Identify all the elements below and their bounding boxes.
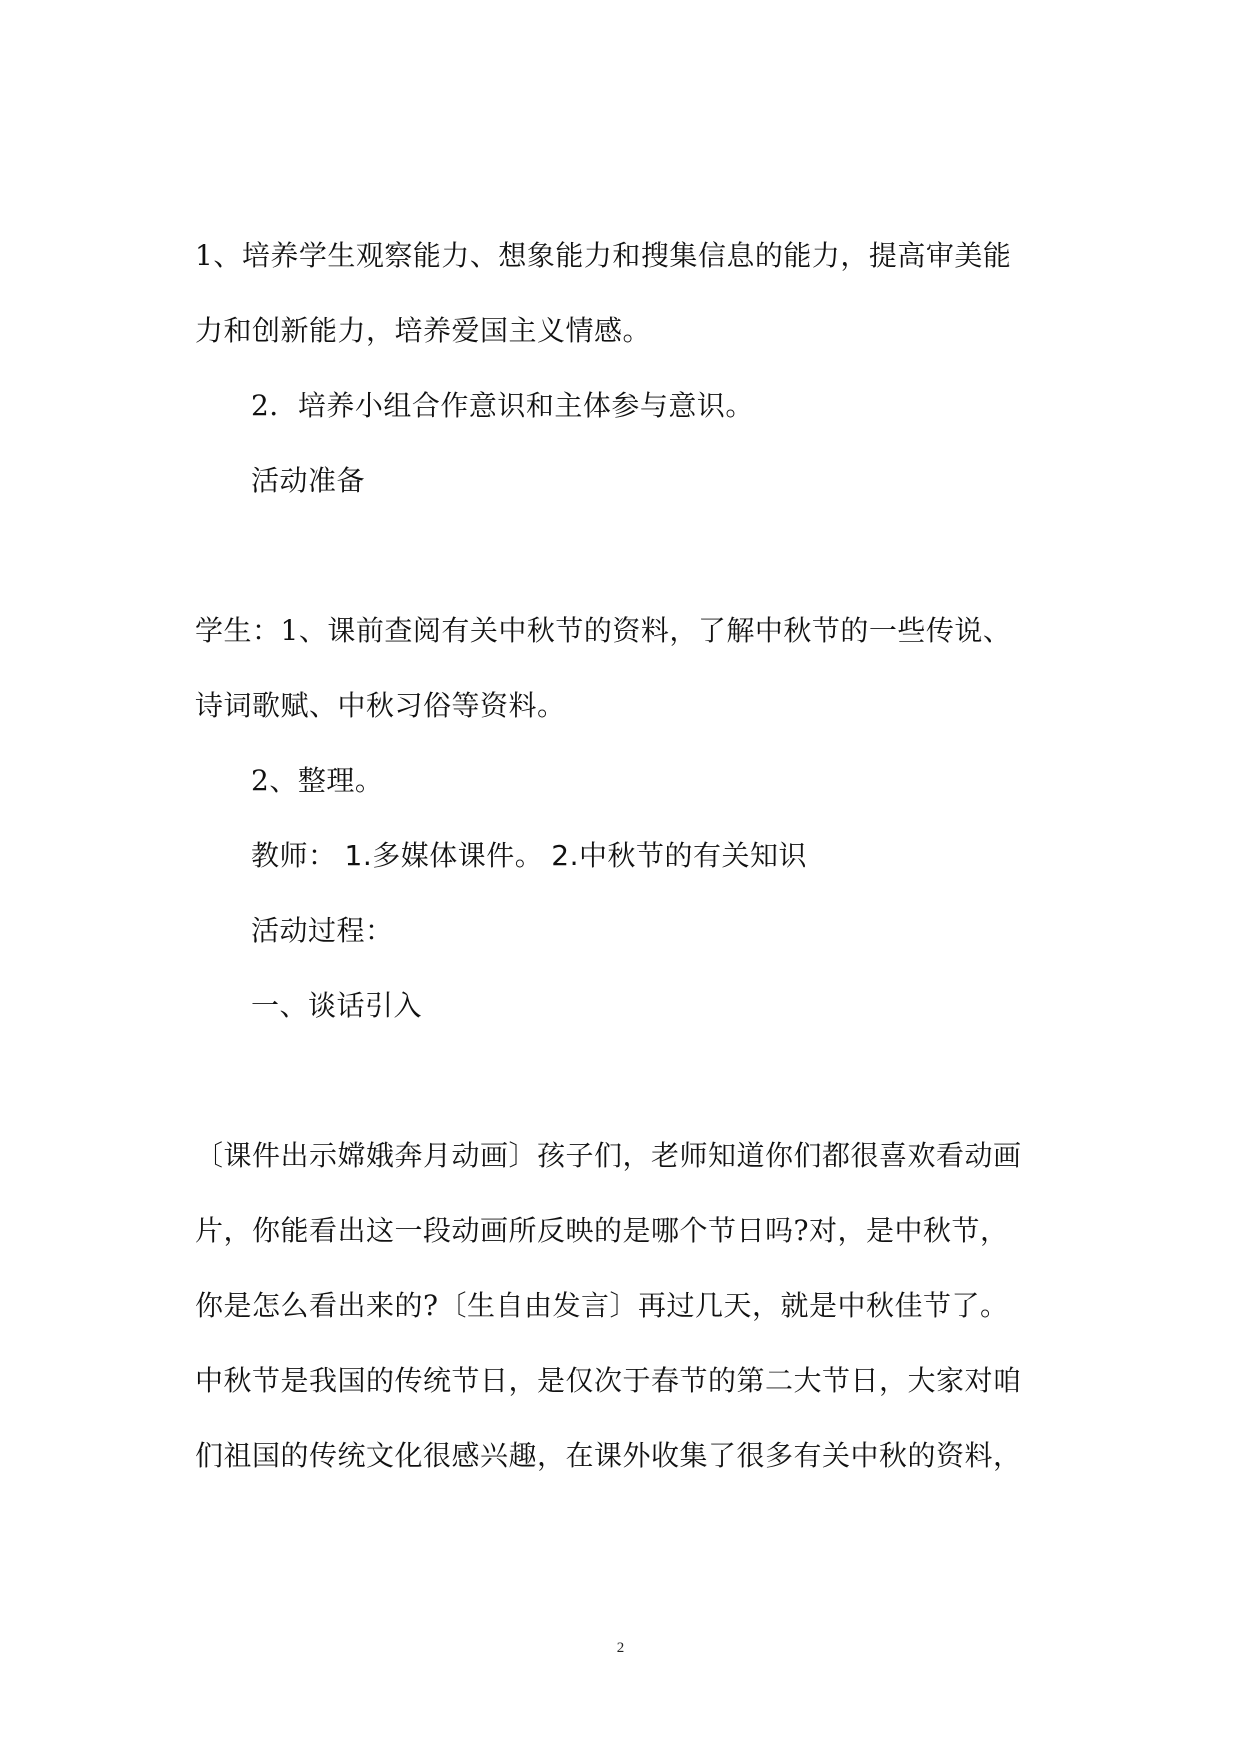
paragraph-students-line-1: 学生：1、课前查阅有关中秋节的资料，了解中秋节的一些传说、 <box>195 614 1012 647</box>
teacher-item-1-text: 多媒体课件。 <box>372 839 544 872</box>
paragraph-students-item-2: 2、整理。 <box>251 764 384 797</box>
paragraph-goal-2: 2．培养小组合作意识和主体参与意识。 <box>251 389 754 422</box>
heading-section-1: 一、谈话引入 <box>251 989 423 1022</box>
page-number: 2 <box>616 1640 625 1656</box>
teacher-item-2-number: 2. <box>551 839 579 872</box>
teacher-item-1-number: 1. <box>344 839 373 872</box>
paragraph-teacher <box>251 836 807 876</box>
paragraph-intro-line-1: 〔课件出示嫦娥奔月动画〕孩子们，老师知道你们都很喜欢看动画 <box>195 1139 1022 1172</box>
paragraph-intro-line-4: 中秋节是我国的传统节日，是仅次于春节的第二大节日，大家对咱 <box>195 1364 1022 1397</box>
paragraph-intro-line-3: 你是怎么看出来的?〔生自由发言〕再过几天，就是中秋佳节了。 <box>195 1289 1009 1322</box>
heading-activity-process: 活动过程： <box>251 914 394 947</box>
teacher-label: 教师： <box>251 839 337 872</box>
paragraph-goal-1-line-2: 力和创新能力，培养爱国主义情感。 <box>195 314 652 347</box>
paragraph-goal-1-line-1: 1、培养学生观察能力、想象能力和搜集信息的能力，提高审美能 <box>195 239 1012 272</box>
heading-activity-preparation: 活动准备 <box>251 464 366 497</box>
teacher-item-2-text: 中秋节的有关知识 <box>578 839 807 872</box>
paragraph-students-line-2: 诗词歌赋、中秋习俗等资料。 <box>195 689 566 722</box>
paragraph-intro-line-2: 片，你能看出这一段动画所反映的是哪个节日吗?对，是中秋节， <box>195 1214 1009 1247</box>
paragraph-intro-line-5: 们祖国的传统文化很感兴趣，在课外收集了很多有关中秋的资料， <box>195 1439 1022 1472</box>
